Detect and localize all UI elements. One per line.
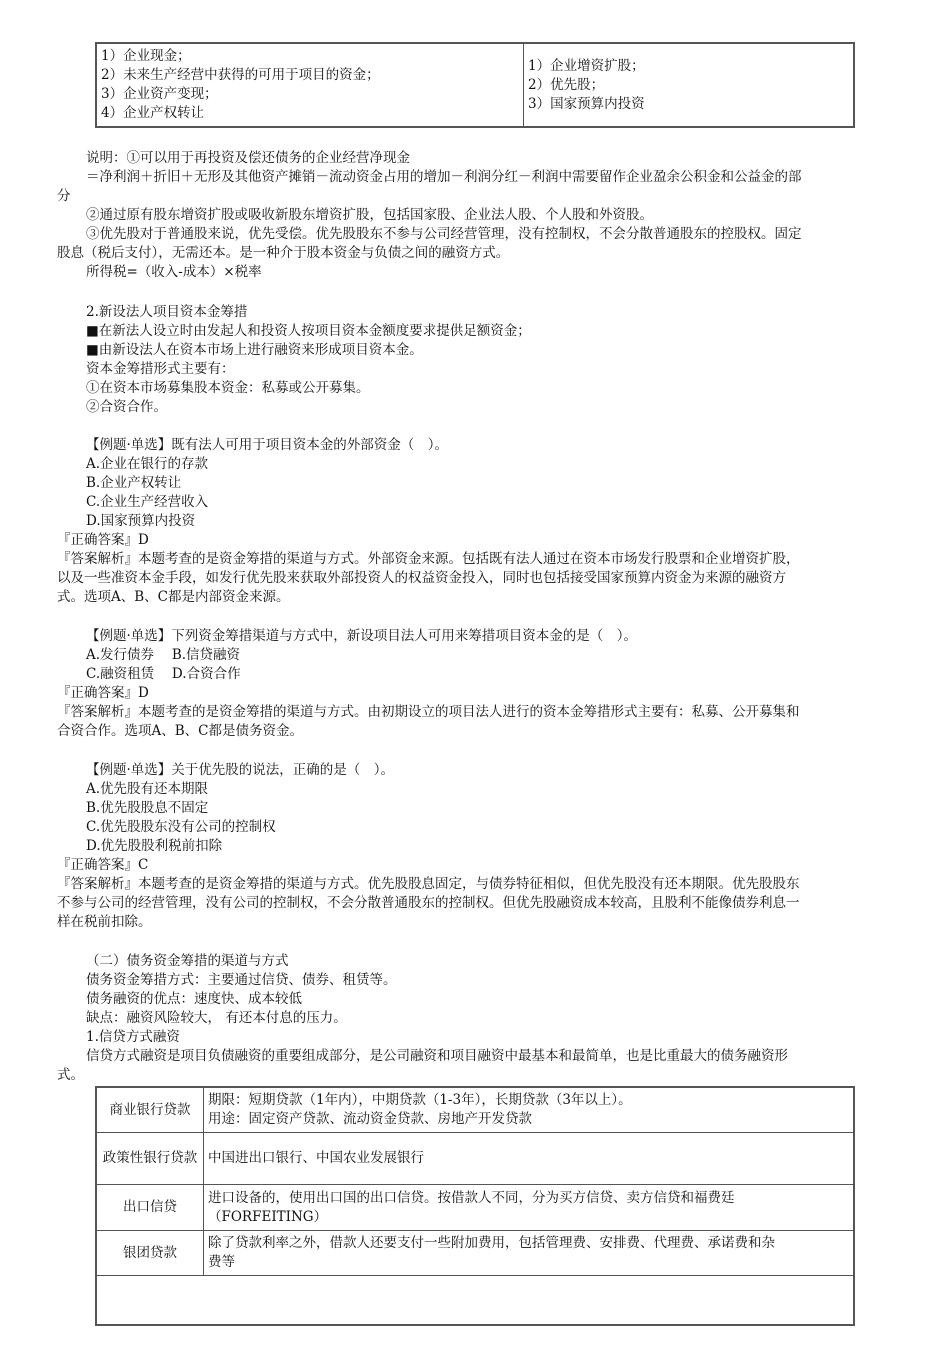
example-question-3 (57, 761, 899, 932)
option-ab: A.发行债券 B.信贷融资 (86, 647, 241, 663)
option-a: A.企业在银行的存款 (86, 456, 209, 472)
text-line: 债务资金筹措方式：主要通过信贷、债券、租赁等。 (86, 972, 397, 988)
blank-cell (96, 1276, 854, 1326)
example-question-1 (57, 436, 899, 607)
note-line: 股息（税后支付），无需还本。是一种介于股本资金与负债之间的融资方式。 (57, 245, 510, 261)
list-item: 2）未来生产经营中获得的可用于项目的资金； (101, 67, 380, 83)
correct-answer: 『正确答案』D (57, 685, 149, 701)
internal-sources-cell (96, 43, 524, 127)
list-item: ②合资合作。 (86, 399, 167, 415)
section-title: 2.新设法人项目资本金筹措 (86, 304, 248, 320)
question-stem: 【例题·单选】下列资金筹措渠道与方式中，新设项目法人可用来筹措项目资本金的是（ ）。 (86, 628, 638, 644)
row-header: 出口信贷 (96, 1185, 204, 1231)
option-d: D.国家预算内投资 (86, 513, 196, 529)
answer-explanation: 合资合作。选项A、B、C都是债务资金。 (57, 723, 303, 739)
capital-sources-table (95, 42, 855, 128)
row-body (204, 1087, 855, 1133)
note-line: 所得税=（收入-成本）×税率 (86, 264, 262, 280)
cell-text: 期限：短期贷款（1年内），中期贷款（1-3年），长期贷款（3年以上）。 (208, 1092, 632, 1108)
correct-answer: 『正确答案』C (57, 857, 149, 873)
row-header: 银团贷款 (96, 1231, 204, 1276)
option-b: B.企业产权转让 (86, 475, 182, 491)
list-item: 4）企业产权转让 (101, 105, 205, 121)
row-body (204, 1133, 855, 1185)
row-body (204, 1185, 855, 1231)
note-line: ＝净利润＋折旧＋无形及其他资产摊销－流动资金占用的增加－利润分红－利润中需要留作企业盈余公积金和公益金的部 (86, 169, 802, 185)
cell-text: 除了贷款利率之外，借款人还要支付一些附加费用，包括管理费、安排费、代理费、承诺费和杂 (208, 1235, 775, 1251)
table-row (96, 1185, 854, 1231)
text-line: 信贷方式融资是项目负债融资的重要组成部分，是公司融资和项目融资中最基本和最简单，也是比重最大的债务融资形 (86, 1048, 788, 1064)
answer-explanation: 『答案解析』本题考查的是资金筹措的渠道与方式。外部资金来源。包括既有法人通过在资本市场发行股票和企业增资扩股， (57, 551, 800, 567)
list-item: 1）企业增资扩股； (528, 57, 645, 74)
text-line: 式。 (57, 1067, 84, 1083)
cell-text: （FORFEITING） (208, 1208, 328, 1225)
answer-explanation: 『答案解析』本题考查的是资金筹措的渠道与方式。由初期设立的项目法人进行的资本金筹措形式主要有：私募、公开募集和 (57, 704, 800, 720)
text-line: 缺点：融资风险较大， 有还本付息的压力。 (86, 1010, 347, 1026)
question-stem: 【例题·单选】既有法人可用于项目资本金的外部资金（ ）。 (86, 437, 449, 453)
question-stem: 【例题·单选】关于优先股的说法，正确的是（ ）。 (86, 762, 395, 778)
answer-explanation: 『答案解析』本题考查的是资金筹措的渠道与方式。优先股股息固定，与债券特征相似，但优先股没有还本期限。优先股股东 (57, 876, 800, 892)
list-item: 3）国家预算内投资 (528, 95, 645, 112)
cell-text: 中国进出口银行、中国农业发展银行 (208, 1150, 424, 1166)
note-line: ③优先股对于普通股来说，优先受偿。优先股股东不参与公司经营管理，没有控制权，不会分散普通股东的控股权。固定 (86, 226, 802, 242)
subsection-title: 1.信贷方式融资 (86, 1029, 180, 1045)
correct-answer: 『正确答案』D (57, 532, 149, 548)
list-item: 2）优先股； (528, 76, 605, 93)
bullet-item: ■由新设法人在资本市场上进行融资来形成项目资本金。 (86, 342, 423, 358)
section-debt-financing (57, 952, 899, 1085)
option-a: A.优先股有还本期限 (86, 781, 209, 797)
option-c: C.优先股股东没有公司的控制权 (86, 819, 276, 835)
note-line: 说明：①可以用于再投资及偿还债务的企业经营净现金 (86, 150, 410, 166)
list-item: 1）企业现金； (101, 48, 191, 64)
answer-explanation: 式。选项A、B、C都是内部资金来源。 (57, 589, 290, 605)
text-line: 债务融资的优点：速度快、成本较低 (86, 991, 302, 1007)
row-header: 政策性银行贷款 (96, 1133, 204, 1185)
example-question-2 (57, 627, 899, 741)
cell-text: 费等 (208, 1254, 235, 1270)
list-item: ①在资本市场募集股本资金：私募或公开募集。 (86, 380, 370, 396)
list-item: 3）企业资产变现； (101, 86, 218, 102)
answer-explanation: 样在税前扣除。 (57, 914, 152, 930)
text-line: 资本金筹措形式主要有： (86, 361, 235, 377)
row-body (204, 1231, 855, 1276)
cell-text: 进口设备的，使用出口国的出口信贷。按借款人不同，分为买方信贷、卖方信贷和福费廷 (208, 1189, 735, 1206)
external-sources-cell (524, 43, 855, 127)
note-line: ②通过原有股东增资扩股或吸收新股东增资扩股，包括国家股、企业法人股、个人股和外资股。 (86, 207, 653, 223)
option-b: B.优先股股息不固定 (86, 800, 209, 816)
note-line: 分 (57, 188, 71, 204)
answer-explanation: 以及一些准资本金手段，如发行优先股来获取外部投资人的权益资金投入，同时也包括接受国家预算内资金为来源的融资方 (57, 570, 786, 586)
answer-explanation: 不参与公司的经营管理，没有公司的控制权，不会分散普通股东的控制权。但优先股融资成本较高，且股利不能像债券利息一 (57, 895, 800, 911)
cell-text: 用途：固定资产贷款、流动资金贷款、房地产开发贷款 (208, 1111, 532, 1127)
bullet-item: ■在新法人设立时由发起人和投资人按项目资本金额度要求提供足额资金； (86, 323, 531, 339)
section-new-entity-capital (57, 303, 899, 417)
section-title: （二）债务资金筹措的渠道与方式 (86, 953, 289, 969)
table-row-blank (96, 1276, 854, 1326)
table-row (96, 1087, 854, 1133)
table-row (96, 1231, 854, 1276)
row-header: 商业银行贷款 (96, 1087, 204, 1133)
notes-block (57, 149, 899, 282)
option-d: D.优先股股利税前扣除 (86, 838, 223, 854)
option-c: C.企业生产经营收入 (86, 494, 209, 510)
credit-financing-table (95, 1086, 855, 1326)
option-cd: C.融资租赁 D.合资合作 (86, 666, 241, 682)
table-row (96, 1133, 854, 1185)
